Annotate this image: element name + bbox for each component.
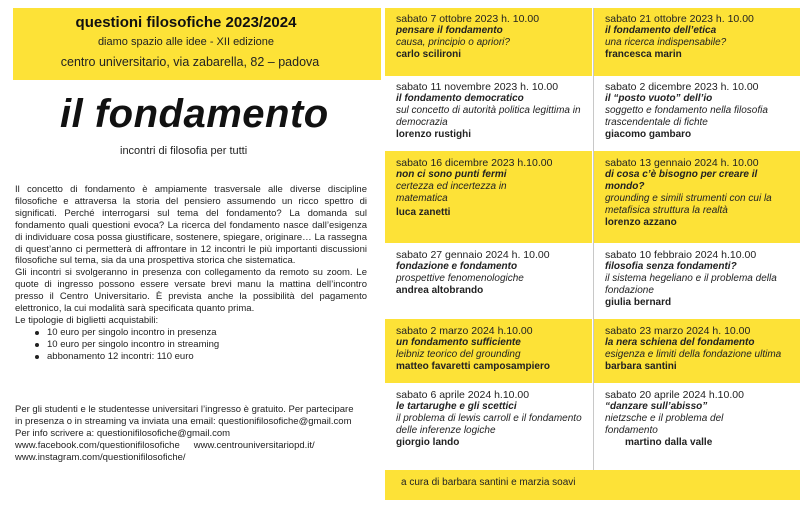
event-description: il problema di lewis carroll e il fondamento delle inferenze logiche	[396, 413, 582, 436]
website-link[interactable]: www.centrouniversitariopd.it/	[193, 439, 315, 451]
event-date: sabato 7 ottobre 2023 h. 10.00	[396, 13, 540, 25]
curators-credit: a cura di barbara santini e marzia soavi	[401, 477, 576, 488]
event-card	[385, 151, 592, 243]
event-card	[594, 151, 800, 243]
event-speaker: lorenzo rustighi	[396, 129, 471, 140]
column-divider	[593, 8, 594, 486]
event-description: il sistema hegeliano e il problema della fondazione	[605, 273, 777, 296]
event-speaker: carlo scilironi	[396, 49, 462, 60]
event-description: esigenza e limiti della fondazione ultima	[605, 349, 782, 360]
subtitle: incontri di filosofia per tutti	[120, 145, 248, 157]
event-card	[385, 383, 592, 469]
event-date: sabato 20 aprile 2024 h.10.00	[605, 389, 744, 401]
event-card	[594, 319, 800, 383]
event-title: “danzare sull’abisso”	[605, 401, 708, 412]
event-speaker: luca zanetti	[396, 207, 451, 218]
event-speaker: giulia bernard	[605, 297, 672, 308]
ticket-item: 10 euro per singolo incontro in streaming	[33, 339, 367, 351]
event-card	[594, 243, 800, 319]
instagram-link[interactable]: www.instagram.com/questionifilosofiche/	[15, 451, 186, 463]
event-speaker: andrea altobrando	[396, 285, 484, 296]
online-info-paragraph: Gli incontri si svolgeranno in presenza con collegamento da remoto su zoom. Le quote di ingresso possono essere versate brevi manu la mattina dell’incontro presso il Centro Universitario. È prevista anche la possibilità del pagamento elettronico, la cui modalità sarà specificata quanto prima.	[15, 267, 367, 315]
series-title: questioni filosofiche 2023/2024	[75, 14, 297, 31]
event-card	[385, 243, 592, 319]
event-date: sabato 10 febbraio 2024 h.10.00	[605, 249, 757, 261]
event-title: non ci sono punti fermi	[396, 169, 507, 180]
event-title: il fondamento dell’etica	[605, 25, 717, 36]
event-title: pensare il fondamento	[396, 25, 503, 36]
main-title: il fondamento	[60, 92, 329, 136]
event-card	[385, 8, 592, 76]
event-description: causa, principio o apriori?	[396, 37, 510, 48]
event-date: sabato 13 gennaio 2024 h. 10.00	[605, 157, 759, 169]
event-description: una ricerca indispensabile?	[605, 37, 727, 48]
facebook-link[interactable]: www.facebook.com/questionifilosofiche	[15, 439, 180, 451]
event-title: un fondamento sufficiente	[396, 337, 521, 348]
event-description: certezza ed incertezza in matematica	[396, 181, 507, 204]
event-description: prospettive fenomenologiche	[396, 273, 524, 284]
event-title: le tartarughe e gli scettici	[396, 401, 517, 412]
event-title: il “posto vuoto” dell’io	[605, 93, 713, 104]
event-description: nietzsche e il problema del fondamento	[605, 413, 724, 436]
event-speaker: giorgio lando	[396, 437, 460, 448]
event-description: grounding e simili strumenti con cui la metafisica struttura la realtà	[605, 193, 772, 216]
event-title: la nera schiena del fondamento	[605, 337, 755, 348]
event-speaker: martino dalla valle	[625, 437, 713, 448]
tickets-intro: Le tipologie di biglietti acquistabili:	[15, 314, 159, 326]
students-info: Per gli studenti e le studentesse universitari l’ingresso è gratuito. Per partecipare	[15, 404, 354, 415]
tickets-list	[33, 327, 367, 363]
event-date: sabato 21 ottobre 2023 h. 10.00	[605, 13, 754, 25]
venue-address: centro universitario, via zabarella, 82 – padova	[60, 55, 320, 69]
info-email: Per info scrivere a: questionifilosofiche@gmail.com	[15, 427, 231, 439]
event-speaker: lorenzo azzano	[605, 217, 677, 228]
ticket-item: abbonamento 12 incontri: 110 euro	[33, 351, 367, 363]
event-card	[385, 319, 592, 383]
event-card	[594, 77, 800, 151]
event-description: sul concetto di autorità politica legittima in democrazia	[396, 105, 581, 128]
students-info-email: in presenza o in streaming va inviata una email: questionifilosofiche@gmail.com	[15, 415, 352, 427]
event-title: di cosa c’è bisogno per creare il mondo?	[605, 169, 758, 192]
edition-label: diamo spazio alle idee - XII edizione	[97, 36, 275, 48]
description-block	[15, 184, 367, 363]
event-title: fondazione e fondamento	[396, 261, 518, 272]
event-description: leibniz teorico del grounding	[396, 349, 521, 360]
ticket-item: 10 euro per singolo incontro in presenza	[33, 327, 367, 339]
event-date: sabato 6 aprile 2024 h.10.00	[396, 389, 530, 401]
event-date: sabato 11 novembre 2023 h. 10.00	[396, 81, 559, 93]
event-speaker: barbara santini	[605, 361, 677, 372]
event-title: il fondamento democratico	[396, 93, 524, 104]
event-speaker: matteo favaretti camposampiero	[396, 361, 550, 372]
event-card	[594, 8, 800, 76]
intro-paragraph: Il concetto di fondamento è ampiamente trasversale alle diverse discipline filosofiche e attraversa la storia del pensiero assumendo un ricco spettro di significati. Perché interrogarsi sul tema del fondamento? La domanda sul fondamento quali questioni evoca? La ricerca del fondamento nasce dall’esigenza di individuare cosa possa giustificare, sostenere, spiegare, originare… La rassegna di quest’anno ci permetterà di affrontare in 12 incontri le più importanti discussioni filosofiche sul tema, sia da una prospettiva storica che sistematica.	[15, 184, 367, 267]
event-date: sabato 27 gennaio 2024 h. 10.00	[396, 249, 550, 261]
event-date: sabato 2 dicembre 2023 h. 10.00	[605, 81, 759, 93]
event-speaker: francesca marin	[605, 49, 682, 60]
event-date: sabato 23 marzo 2024 h. 10.00	[605, 325, 751, 337]
event-card	[594, 383, 800, 469]
event-description: soggetto e fondamento nella filosofia trascendentale di fichte	[605, 105, 768, 128]
event-date: sabato 16 dicembre 2023 h.10.00	[396, 157, 553, 169]
event-speaker: giacomo gambaro	[605, 129, 692, 140]
contacts-block	[15, 404, 375, 464]
event-title: filosofia senza fondamenti?	[605, 261, 737, 272]
event-card	[385, 77, 592, 151]
event-date: sabato 2 marzo 2024 h.10.00	[396, 325, 533, 337]
